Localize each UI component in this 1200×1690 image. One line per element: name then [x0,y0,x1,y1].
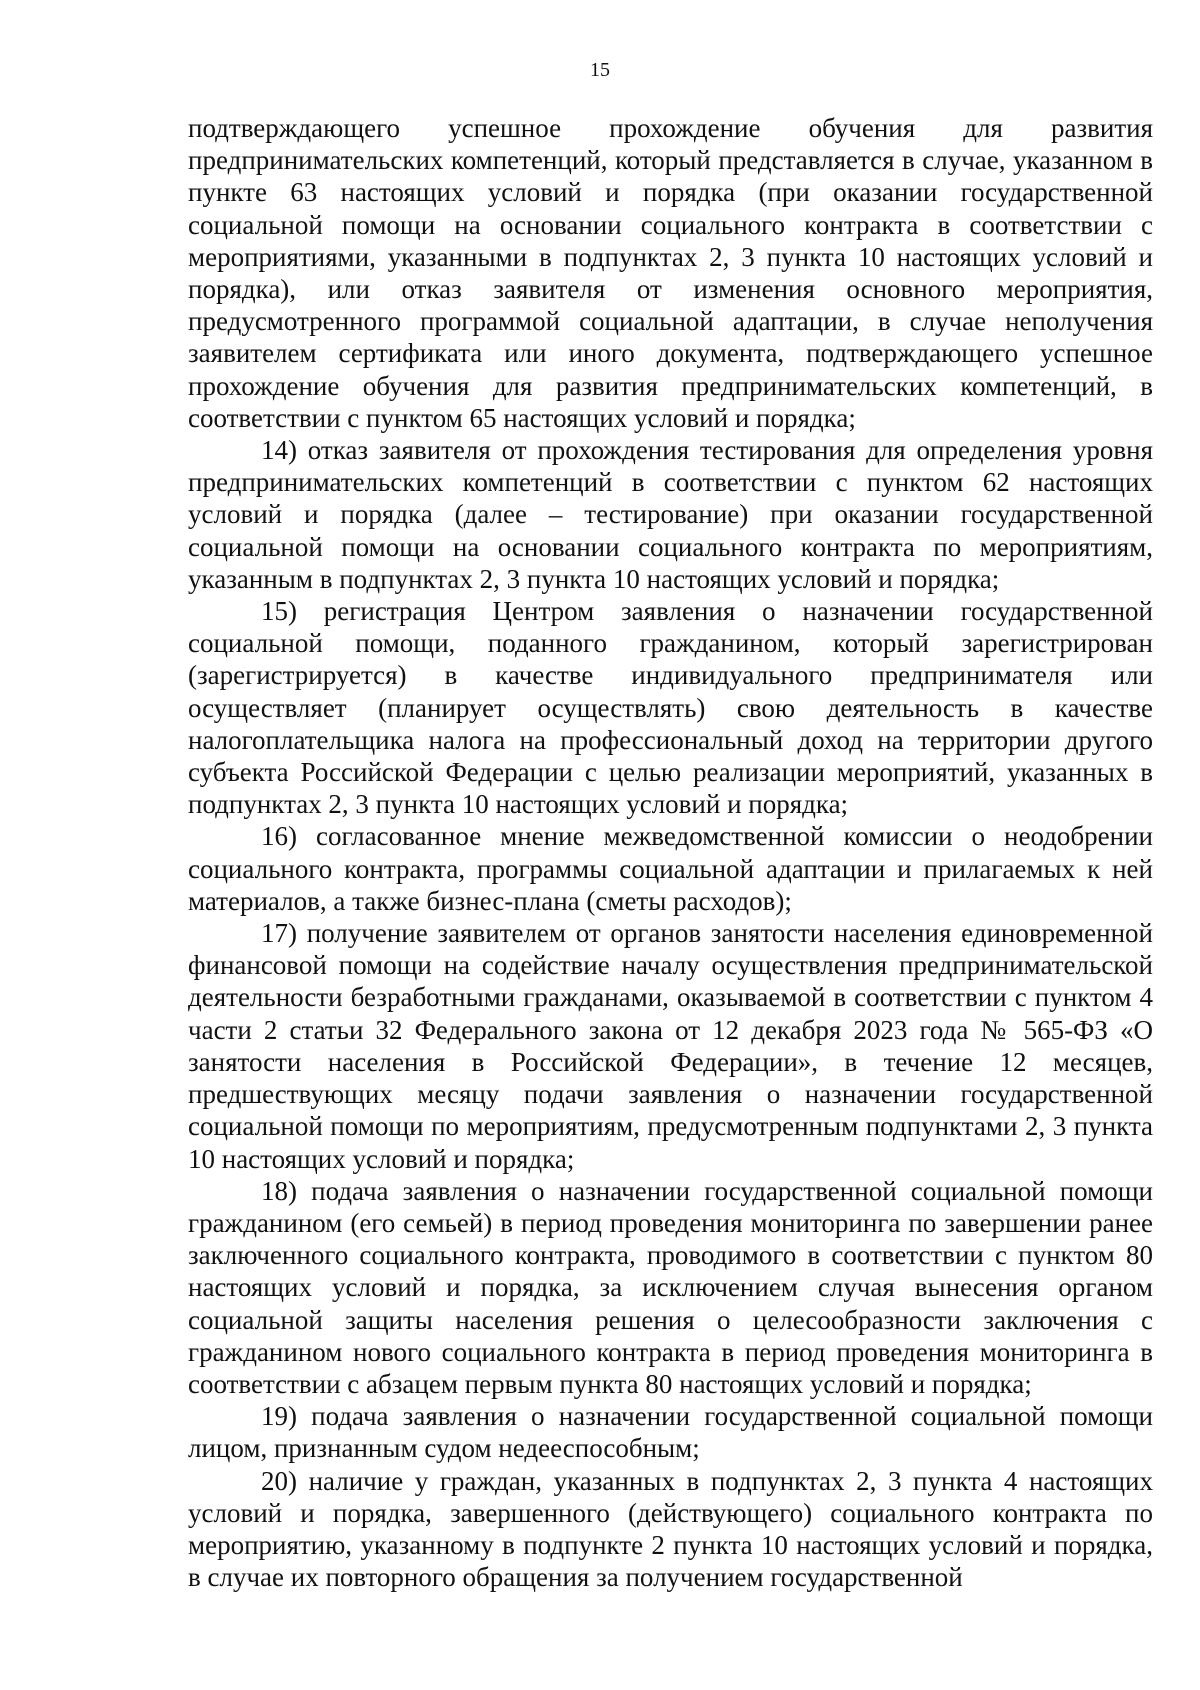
paragraph-item-17: 17) получение заявителем от органов занятости населения единовременной финансовой помощи на содействие началу осуществления предпринимательской деятельности безработными гражданами, оказываемой в соответствии с пунктом 4 части 2 статьи 32 Федерального закона от 12 декабря 2023 года № 565-ФЗ «О занятости населения в Российской Федерации», в течение 12 месяцев, предшествующих месяцу подачи заявления о назначении государственной социальной помощи по мероприятиям, предусмотренным подпунктами 2, 3 пункта 10 настоящих условий и порядка; [188,918,1153,1174]
paragraph-item-14: 14) отказ заявителя от прохождения тестирования для определения уровня предпринимательских компетенций в соответствии с пунктом 62 настоящих условий и порядка (далее – тестирование) при оказании государственной социальной помощи на основании социального контракта по мероприятиям, указанным в подпунктах 2, 3 пункта 10 настоящих условий и порядка; [188,435,1153,594]
page-number: 15 [590,59,610,81]
document-body [188,112,1153,1593]
paragraph-item-19: 19) подача заявления о назначении государственной социальной помощи лицом, признанным судом недееспособным; [188,1401,1153,1464]
paragraph-item-16: 16) согласованное мнение межведомственной комиссии о неодобрении социального контракта, программы социальной адаптации и прилагаемых к ней материалов, а также бизнес-плана (сметы расходов); [188,821,1153,916]
paragraph-continuation: подтверждающего успешное прохождение обучения для развития предпринимательских компетенций, который представляется в случае, указанном в пункте 63 настоящих условий и порядка (при оказании государственной социальной помощи на основании социального контракта в соответствии с мероприятиями, указанными в подпунктах 2, 3 пункта 10 настоящих условий и порядка), или отказ заявителя от изменения основного мероприятия, предусмотренного программой социальной адаптации, в случае неполучения заявителем сертификата или иного документа, подтверждающего успешное прохождение обучения для развития предпринимательских компетенций, в соответствии с пунктом 65 настоящих условий и порядка; [188,113,1153,433]
paragraph-item-20: 20) наличие у граждан, указанных в подпунктах 2, 3 пункта 4 настоящих условий и порядка, завершенного (действующего) социального контракта по мероприятию, указанному в подпункте 2 пункта 10 настоящих условий и порядка, в случае их повторного обращения за получением государственной [188,1465,1153,1593]
paragraph-item-18: 18) подача заявления о назначении государственной социальной помощи гражданином (его семьей) в период проведения мониторинга по завершении ранее заключенного социального контракта, проводимого в соответствии с пунктом 80 настоящих условий и порядка, за исключением случая вынесения органом социальной защиты населения решения о целесообразности заключения с гражданином нового социального контракта в период проведения мониторинга в соответствии с абзацем первым пункта 80 настоящих условий и порядка; [188,1175,1153,1399]
paragraph-item-15: 15) регистрация Центром заявления о назначении государственной социальной помощи, поданного гражданином, который зарегистрирован (зарегистрируется) в качестве индивидуального предпринимателя или осуществляет (планирует осуществлять) свою деятельность в качестве налогоплательщика налога на профессиональный доход на территории другого субъекта Российской Федерации с целью реализации мероприятий, указанных в подпунктах 2, 3 пункта 10 настоящих условий и порядка; [188,596,1153,820]
